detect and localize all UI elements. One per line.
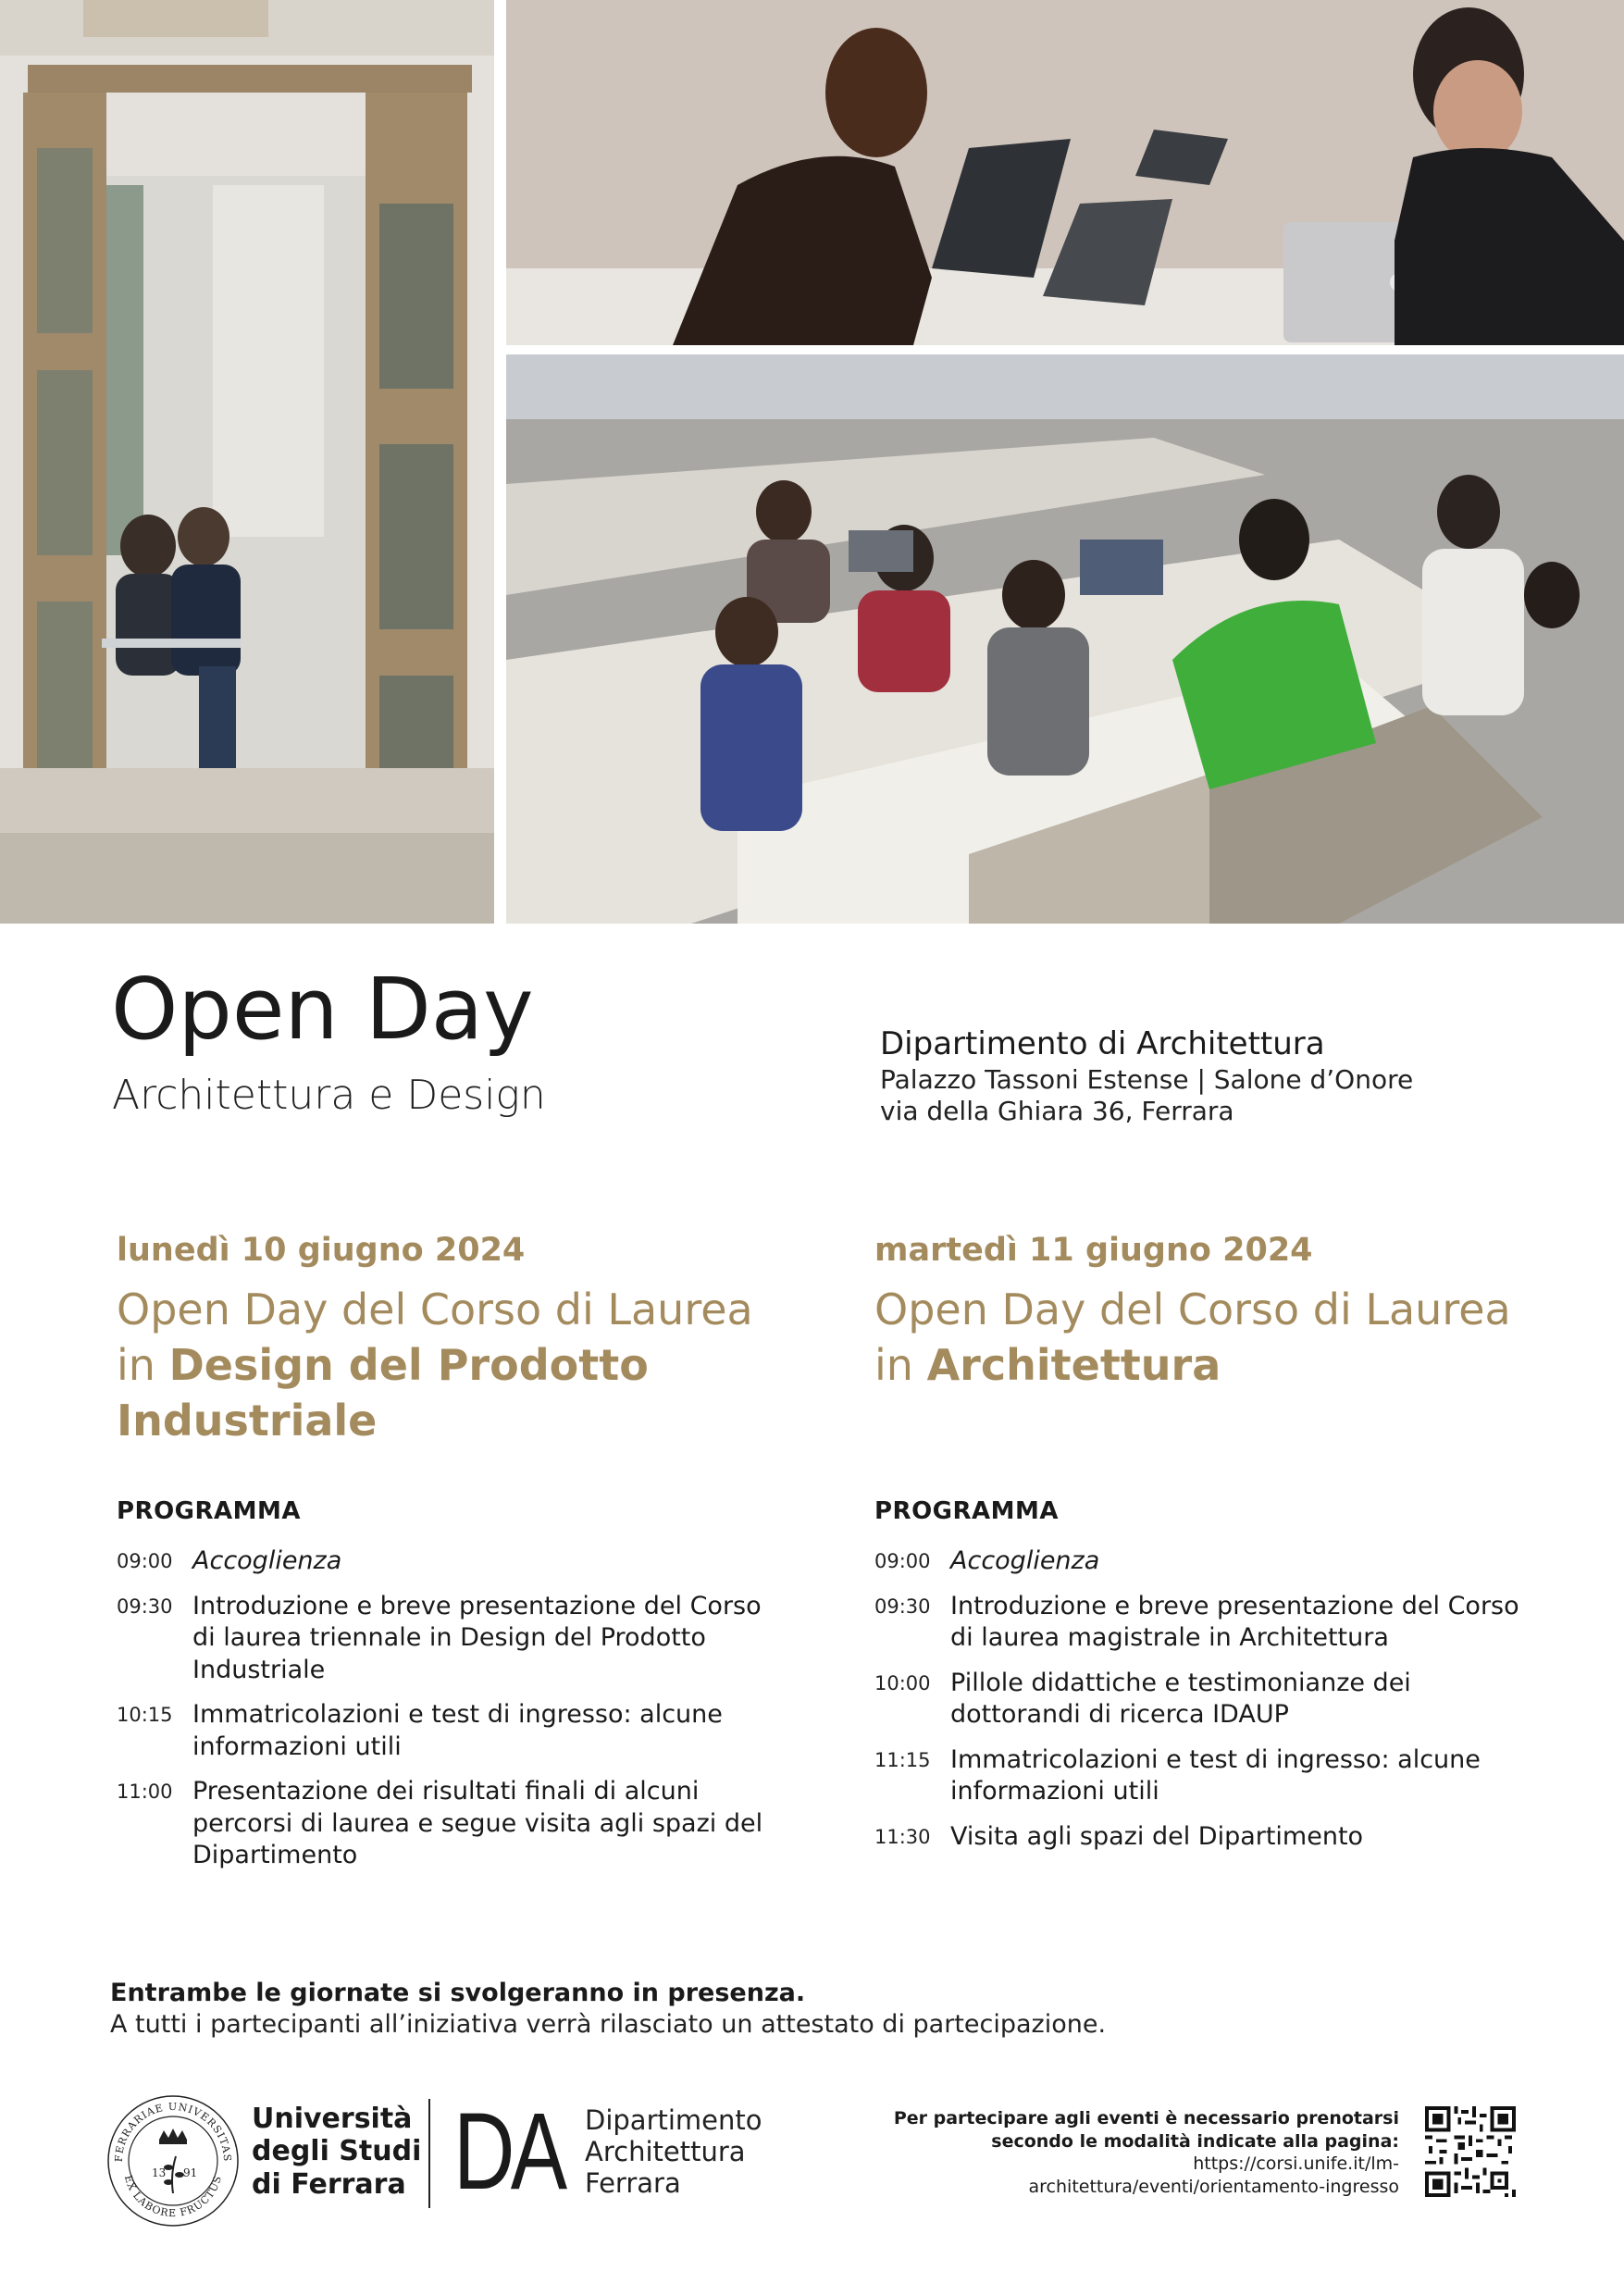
course-title-in: in [117, 1339, 155, 1390]
program-list-design [117, 1545, 783, 1885]
department-name [585, 2104, 762, 2200]
program-time: 11:00 [117, 1781, 173, 1804]
da-logo-mark: DA [453, 2091, 564, 2213]
photo-students-laptops [506, 0, 1624, 345]
seal-year-left: 13 [152, 2166, 167, 2179]
program-time: 09:00 [117, 1550, 173, 1572]
program-time: 10:15 [117, 1704, 173, 1727]
program-text: Visita agli spazi del Dipartimento [950, 1821, 1364, 1851]
program-item [117, 1545, 783, 1578]
venue-place: Palazzo Tassoni Estense | Salone d’Onore [880, 1064, 1414, 1095]
program-text: Presentazione dei risultati finali di alcuni percorsi di laurea e segue visita agli spazi del Dipartimento [192, 1777, 763, 1870]
program-time: 09:30 [874, 1595, 931, 1618]
event-date: lunedì 10 giugno 2024 [117, 1232, 526, 1269]
program-text: Accoglienza [192, 1546, 342, 1575]
program-time: 11:30 [874, 1825, 931, 1848]
page-title: Open Day [111, 960, 534, 1059]
event-column-design [117, 1231, 783, 1448]
program-text: Immatricolazioni e test di ingresso: alcune informazioni utili [192, 1700, 723, 1761]
photo-palazzo-doorway [0, 0, 494, 924]
seal-text-bottom: EX LABORE FRUCTUS [121, 2174, 225, 2220]
university-seal-icon [104, 2091, 242, 2230]
programma-heading: PROGRAMMA [874, 1497, 1060, 1525]
university-name [252, 2103, 421, 2201]
qr-code-icon[interactable] [1425, 2106, 1516, 2197]
department-name-line: Architettura [585, 2136, 746, 2168]
program-item [874, 1744, 1541, 1808]
photo-classroom-group [506, 354, 1624, 924]
event-date: martedì 11 giugno 2024 [874, 1232, 1313, 1269]
course-title-prefix: Open Day del Corso di Laurea [117, 1285, 753, 1334]
program-time: 09:00 [874, 1550, 931, 1572]
program-text: Accoglienza [950, 1546, 1100, 1575]
seal-text-top: FERRARIAE UNIVERSITAS [112, 2101, 234, 2163]
program-time: 10:00 [874, 1671, 931, 1694]
program-text: Immatricolazioni e test di ingresso: alcune informazioni utili [950, 1744, 1481, 1806]
program-item [874, 1668, 1541, 1731]
program-text: Pillole didattiche e testimonianze dei dottorandi di ricerca IDAUP [950, 1668, 1411, 1730]
event-column-architettura [874, 1231, 1541, 1394]
course-title-prefix: Open Day del Corso di Laurea [874, 1285, 1511, 1334]
department-name-line: Dipartimento [585, 2104, 762, 2136]
university-name-line: degli Studi [252, 2135, 422, 2168]
program-item [874, 1545, 1541, 1578]
logo-divider [428, 2099, 430, 2208]
programma-heading: PROGRAMMA [117, 1497, 302, 1525]
program-text: Introduzione e breve presentazione del Corso di laurea triennale in Design del Prodotto Industriale [192, 1591, 762, 1684]
program-item [117, 1699, 783, 1763]
booking-url[interactable]: architettura/eventi/orientamento-ingresso [1028, 2177, 1399, 2198]
course-title [117, 1283, 783, 1448]
program-list-architettura [874, 1545, 1541, 1866]
course-title-bold: Architettura [926, 1339, 1221, 1390]
course-title-in: in [874, 1339, 913, 1390]
course-title [874, 1283, 1541, 1394]
program-item [117, 1591, 783, 1687]
university-name-line: Università [252, 2103, 413, 2135]
booking-info [881, 2107, 1399, 2199]
program-text: Introduzione e breve presentazione del Corso di laurea magistrale in Architettura [950, 1591, 1519, 1653]
booking-line: Per partecipare agli eventi è necessario prenotarsi [893, 2108, 1399, 2128]
page-subtitle: Architettura e Design [112, 1072, 546, 1119]
program-item [874, 1591, 1541, 1655]
university-name-line: di Ferrara [252, 2167, 406, 2201]
booking-line: secondo le modalità indicate alla pagina: [991, 2130, 1399, 2152]
program-item [874, 1821, 1541, 1854]
program-item [117, 1776, 783, 1872]
note-in-person: Entrambe le giornate si svolgeranno in presenza. [110, 1979, 806, 2007]
program-time: 11:15 [874, 1748, 931, 1771]
department-name-line: Ferrara [585, 2167, 681, 2200]
note-certificate: A tutti i partecipanti all’iniziativa verrà rilasciato un attestato di partecipazione. [110, 2010, 1107, 2039]
venue-address: via della Ghiara 36, Ferrara [880, 1096, 1234, 1126]
booking-url[interactable]: https://corsi.unife.it/lm- [1193, 2153, 1399, 2175]
program-time: 09:30 [117, 1595, 173, 1618]
course-title-bold: Design del Prodotto Industriale [117, 1339, 649, 1446]
venue-department: Dipartimento di Architettura [880, 1025, 1325, 1062]
seal-year-right: 91 [183, 2166, 198, 2179]
